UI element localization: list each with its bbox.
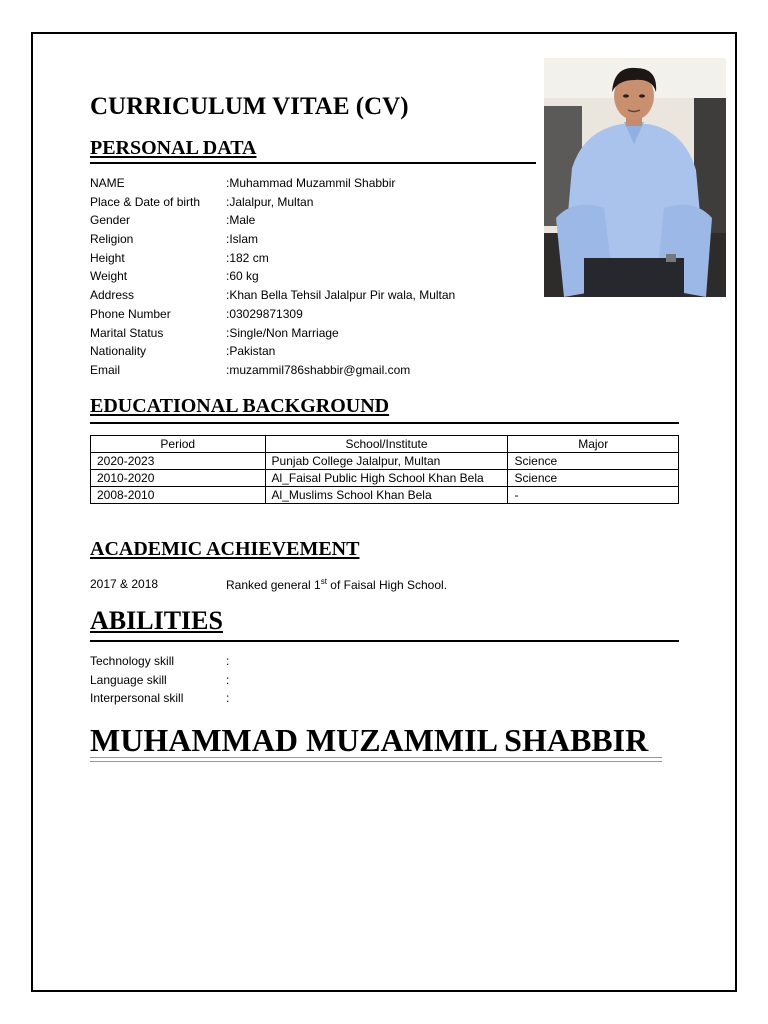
field-value: :03029871309 — [226, 306, 303, 321]
field-value: :Jalalpur, Multan — [226, 194, 314, 209]
achievement-text-end: of Faisal High School. — [326, 578, 448, 592]
column-header: Major — [508, 436, 679, 453]
list-item — [90, 342, 455, 361]
personal-data-list — [90, 174, 455, 380]
field-value: :182 cm — [226, 250, 269, 265]
footer-name: MUHAMMAD MUZAMMIL SHABBIR — [90, 722, 649, 758]
table-cell: 2010-2020 — [91, 470, 266, 487]
table-row — [91, 453, 679, 470]
table-cell: 2008-2010 — [91, 487, 266, 504]
table-row — [91, 470, 679, 487]
field-label: Place & Date of birth — [90, 194, 201, 209]
abilities-list — [90, 652, 229, 708]
list-item — [90, 286, 455, 305]
list-item — [90, 689, 229, 708]
field-value: :60 kg — [226, 269, 259, 284]
field-label: Height — [90, 250, 125, 265]
education-heading: EDUCATIONAL BACKGROUND — [90, 395, 390, 417]
field-value: :Male — [226, 213, 256, 228]
achievement-text — [226, 577, 447, 592]
section-divider — [90, 640, 679, 642]
abilities-heading: ABILITIES — [90, 606, 223, 635]
achievement-superscript: st — [320, 577, 327, 586]
field-value: :Pakistan — [226, 344, 276, 359]
list-item — [90, 305, 455, 324]
ability-value: : — [226, 654, 230, 668]
ability-label: Interpersonal skill — [90, 691, 184, 706]
field-value: :muzammil786shabbir@gmail.com — [226, 362, 411, 377]
field-label: Weight — [90, 269, 128, 284]
list-item — [90, 652, 229, 671]
achievement-year: 2017 & 2018 — [90, 577, 159, 591]
section-divider — [90, 422, 679, 424]
section-divider — [90, 162, 536, 164]
field-label: Phone Number — [90, 306, 171, 321]
ability-label: Technology skill — [90, 654, 175, 668]
ability-value: : — [226, 691, 230, 706]
field-label: Email — [90, 362, 121, 377]
list-item — [90, 671, 229, 690]
table-cell: - — [508, 487, 679, 504]
name-underline — [90, 757, 662, 758]
list-item — [90, 361, 455, 380]
table-cell: Al_Faisal Public High School Khan Bela — [265, 470, 508, 487]
list-item — [90, 230, 455, 249]
cv-title: CURRICULUM VITAE (CV) — [90, 93, 409, 120]
list-item — [90, 211, 455, 230]
personal-data-heading: PERSONAL DATA — [90, 137, 257, 159]
name-underline — [90, 761, 662, 762]
field-value: :Islam — [226, 232, 259, 247]
list-item — [90, 267, 455, 286]
profile-photo — [544, 58, 726, 297]
field-label: Address — [90, 288, 135, 303]
field-value: :Khan Bella Tehsil Jalalpur Pir wala, Multan — [226, 288, 456, 303]
field-label: Nationality — [90, 344, 147, 359]
field-label: Gender — [90, 213, 131, 228]
field-label: Religion — [90, 232, 134, 247]
column-header: Period — [91, 436, 266, 453]
table-row — [91, 487, 679, 504]
table-cell: Al_Muslims School Khan Bela — [265, 487, 508, 504]
table-header-row — [91, 436, 679, 453]
table-cell: Punjab College Jalalpur, Multan — [265, 453, 508, 470]
ability-label: Language skill — [90, 672, 167, 687]
list-item — [90, 324, 455, 343]
achievement-text-start: Ranked general 1 — [226, 578, 321, 592]
education-table — [90, 435, 679, 504]
table-cell: Science — [508, 470, 679, 487]
list-item — [90, 193, 455, 212]
table-cell: 2020-2023 — [91, 453, 266, 470]
list-item — [90, 249, 455, 268]
field-value: :Muhammad Muzammil Shabbir — [226, 176, 396, 190]
column-header: School/Institute — [265, 436, 508, 453]
achievement-heading: ACADEMIC ACHIEVEMENT — [90, 538, 360, 560]
field-label: NAME — [90, 176, 125, 190]
field-value: :Single/Non Marriage — [226, 325, 339, 340]
list-item — [90, 174, 455, 193]
table-cell: Science — [508, 453, 679, 470]
field-label: Marital Status — [90, 325, 164, 340]
ability-value: : — [226, 672, 230, 687]
